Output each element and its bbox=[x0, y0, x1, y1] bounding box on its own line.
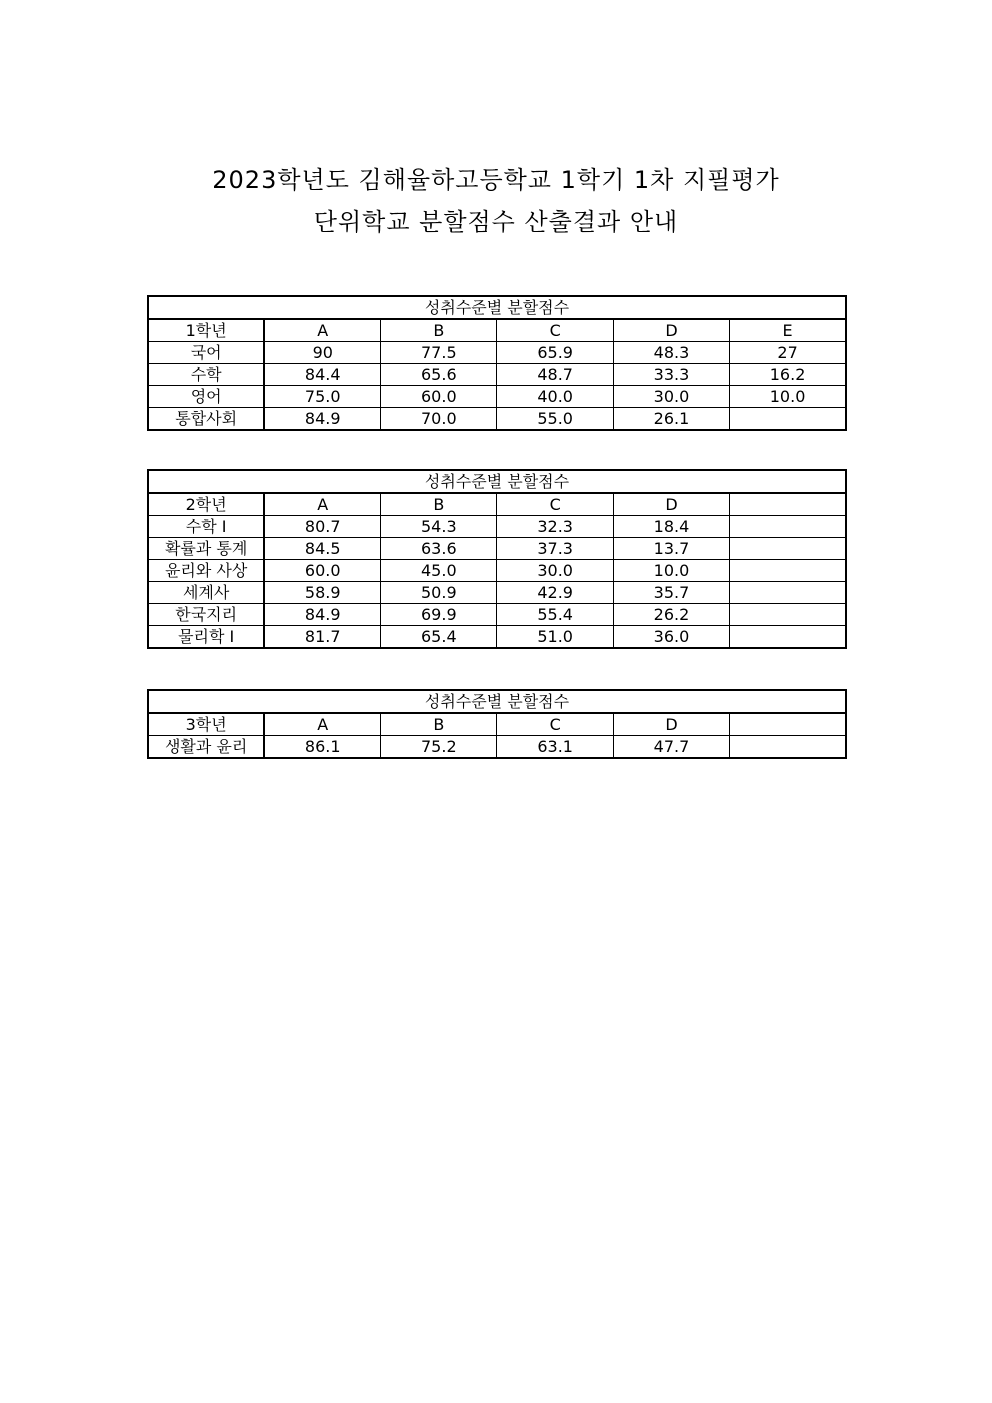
caption-row bbox=[148, 690, 846, 713]
score-cell: B bbox=[381, 319, 497, 342]
score-cell: C bbox=[497, 493, 613, 516]
score-cell: 55.4 bbox=[497, 604, 613, 626]
row-label-cell: 3학년 bbox=[148, 713, 264, 736]
table-row bbox=[148, 386, 846, 408]
score-cell: 50.9 bbox=[381, 582, 497, 604]
caption-row bbox=[148, 470, 846, 493]
score-cell: 55.0 bbox=[497, 408, 613, 431]
score-cell bbox=[730, 493, 846, 516]
score-cell: C bbox=[497, 319, 613, 342]
table-row bbox=[148, 342, 846, 364]
score-cell: 65.9 bbox=[497, 342, 613, 364]
row-label-cell: 확률과 통계 bbox=[148, 538, 264, 560]
score-cell: 65.4 bbox=[381, 626, 497, 649]
score-cell: D bbox=[613, 713, 729, 736]
score-cell: 75.0 bbox=[264, 386, 380, 408]
score-cell bbox=[730, 713, 846, 736]
table-row bbox=[148, 582, 846, 604]
row-label-cell: 한국지리 bbox=[148, 604, 264, 626]
table-row bbox=[148, 408, 846, 431]
score-cell: 13.7 bbox=[613, 538, 729, 560]
header-row bbox=[148, 713, 846, 736]
score-cell: 70.0 bbox=[381, 408, 497, 431]
score-cell: D bbox=[613, 319, 729, 342]
score-cell: 16.2 bbox=[730, 364, 846, 386]
grade3-cutoff-table bbox=[147, 689, 847, 759]
document-title-line2: 단위학교 분할점수 산출결과 안내 bbox=[313, 208, 679, 236]
row-label-cell: 1학년 bbox=[148, 319, 264, 342]
score-cell: 36.0 bbox=[613, 626, 729, 649]
row-label-cell: 물리학 I bbox=[148, 626, 264, 649]
score-cell: 60.0 bbox=[381, 386, 497, 408]
score-cell: C bbox=[497, 713, 613, 736]
score-cell: 81.7 bbox=[264, 626, 380, 649]
caption-row bbox=[148, 296, 846, 319]
score-cell: 30.0 bbox=[613, 386, 729, 408]
score-cell: 45.0 bbox=[381, 560, 497, 582]
score-cell: 63.6 bbox=[381, 538, 497, 560]
score-cell bbox=[730, 516, 846, 538]
grade2-cutoff-table bbox=[147, 469, 847, 649]
score-cell: 84.5 bbox=[264, 538, 380, 560]
header-row bbox=[148, 493, 846, 516]
score-cell: A bbox=[264, 319, 380, 342]
score-cell: A bbox=[264, 493, 380, 516]
table-row bbox=[148, 364, 846, 386]
score-cell: 58.9 bbox=[264, 582, 380, 604]
row-label-cell: 세계사 bbox=[148, 582, 264, 604]
score-cell: 26.1 bbox=[613, 408, 729, 431]
score-cell: 42.9 bbox=[497, 582, 613, 604]
table-caption: 성취수준별 분할점수 bbox=[148, 296, 846, 319]
score-cell: 84.9 bbox=[264, 408, 380, 431]
score-cell: 51.0 bbox=[497, 626, 613, 649]
score-cell bbox=[730, 582, 846, 604]
score-cell: 47.7 bbox=[613, 736, 729, 759]
row-label-cell: 통합사회 bbox=[148, 408, 264, 431]
score-cell: 10.0 bbox=[613, 560, 729, 582]
row-label-cell: 국어 bbox=[148, 342, 264, 364]
score-cell: 10.0 bbox=[730, 386, 846, 408]
score-cell: 60.0 bbox=[264, 560, 380, 582]
table-row bbox=[148, 626, 846, 649]
score-cell: 40.0 bbox=[497, 386, 613, 408]
table-row bbox=[148, 516, 846, 538]
score-cell: 65.6 bbox=[381, 364, 497, 386]
score-cell: 18.4 bbox=[613, 516, 729, 538]
score-cell: 27 bbox=[730, 342, 846, 364]
score-cell: 75.2 bbox=[381, 736, 497, 759]
score-cell bbox=[730, 626, 846, 649]
score-cell: 26.2 bbox=[613, 604, 729, 626]
score-cell: 84.4 bbox=[264, 364, 380, 386]
score-cell bbox=[730, 736, 846, 759]
table-caption: 성취수준별 분할점수 bbox=[148, 690, 846, 713]
score-cell: 54.3 bbox=[381, 516, 497, 538]
score-cell: 69.9 bbox=[381, 604, 497, 626]
header-row bbox=[148, 319, 846, 342]
score-cell: 84.9 bbox=[264, 604, 380, 626]
row-label-cell: 수학 I bbox=[148, 516, 264, 538]
score-cell: 90 bbox=[264, 342, 380, 364]
score-cell bbox=[730, 538, 846, 560]
grade1-cutoff-table bbox=[147, 295, 847, 431]
score-cell: 30.0 bbox=[497, 560, 613, 582]
score-cell bbox=[730, 560, 846, 582]
score-cell: 35.7 bbox=[613, 582, 729, 604]
score-cell: 77.5 bbox=[381, 342, 497, 364]
score-cell: 86.1 bbox=[264, 736, 380, 759]
table-row bbox=[148, 736, 846, 759]
score-cell: D bbox=[613, 493, 729, 516]
score-cell: 37.3 bbox=[497, 538, 613, 560]
score-cell: A bbox=[264, 713, 380, 736]
document-title-line1: 2023학년도 김해율하고등학교 1학기 1차 지필평가 bbox=[212, 166, 780, 194]
score-cell: B bbox=[381, 493, 497, 516]
table-caption: 성취수준별 분할점수 bbox=[148, 470, 846, 493]
table-row bbox=[148, 560, 846, 582]
score-cell: 63.1 bbox=[497, 736, 613, 759]
row-label-cell: 영어 bbox=[148, 386, 264, 408]
row-label-cell: 윤리와 사상 bbox=[148, 560, 264, 582]
score-cell: E bbox=[730, 319, 846, 342]
row-label-cell: 2학년 bbox=[148, 493, 264, 516]
score-cell: 80.7 bbox=[264, 516, 380, 538]
row-label-cell: 수학 bbox=[148, 364, 264, 386]
score-cell: 33.3 bbox=[613, 364, 729, 386]
row-label-cell: 생활과 윤리 bbox=[148, 736, 264, 759]
score-cell: 48.7 bbox=[497, 364, 613, 386]
table-row bbox=[148, 604, 846, 626]
score-cell: 32.3 bbox=[497, 516, 613, 538]
score-cell bbox=[730, 604, 846, 626]
score-cell: 48.3 bbox=[613, 342, 729, 364]
score-cell: B bbox=[381, 713, 497, 736]
table-row bbox=[148, 538, 846, 560]
score-cell bbox=[730, 408, 846, 431]
